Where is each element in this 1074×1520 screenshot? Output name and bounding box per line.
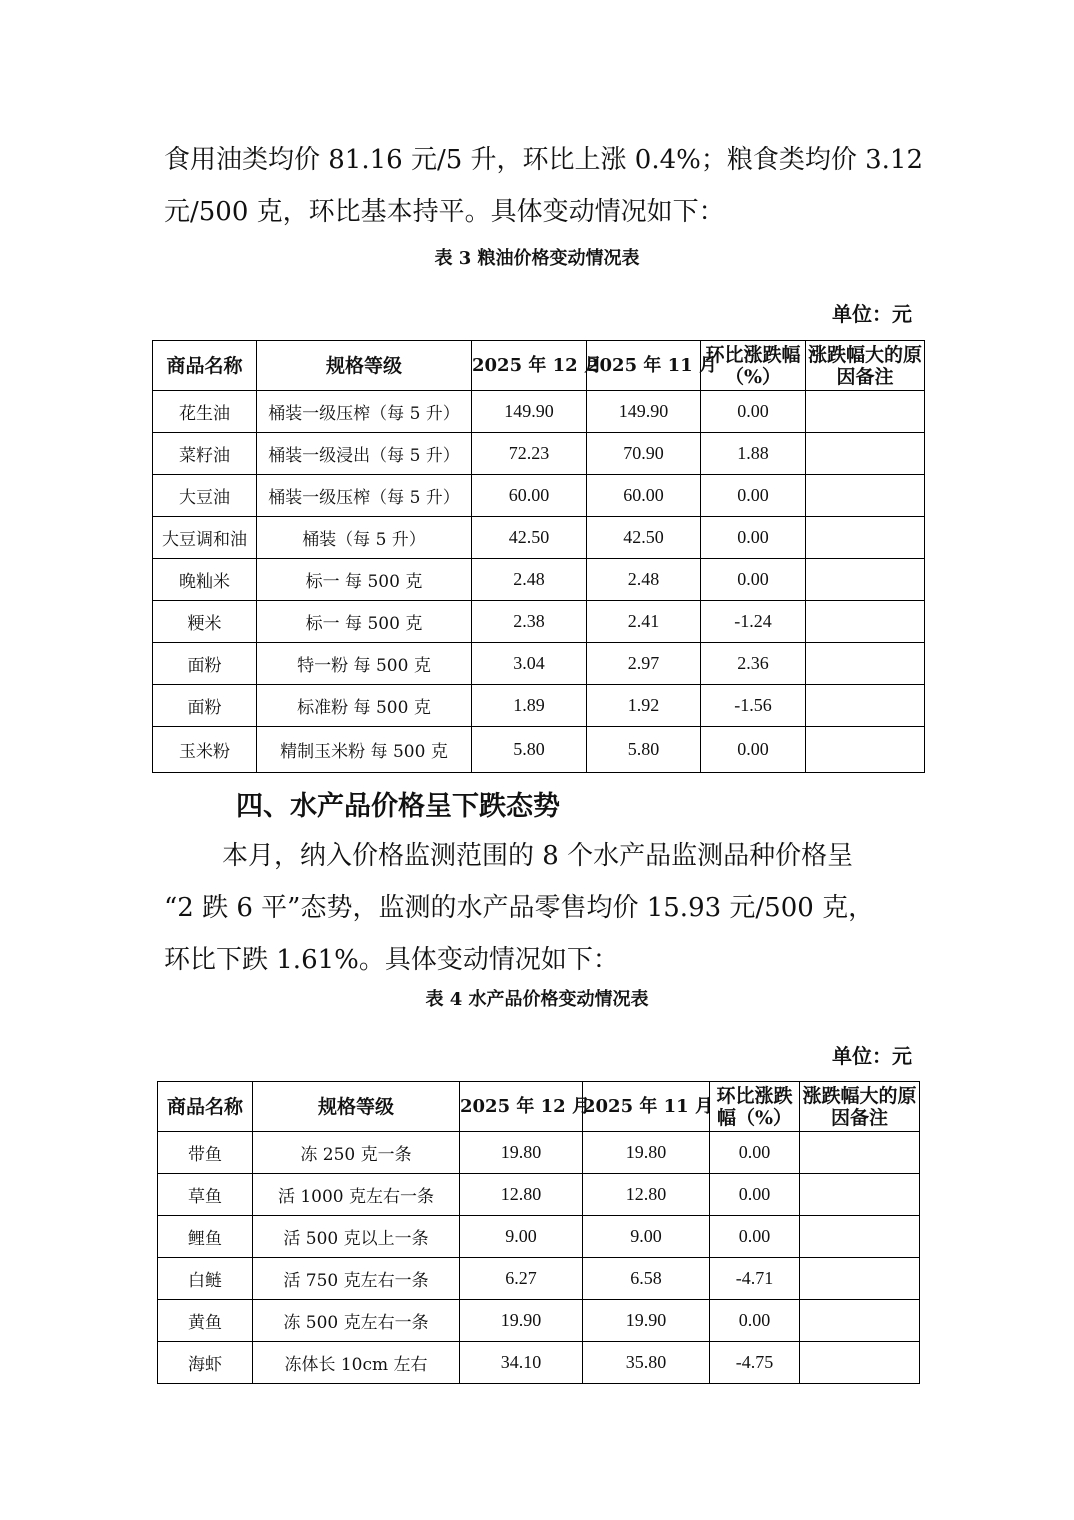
section4-line-3: 环比下跌 1.61%。具体变动情况如下： <box>164 945 619 975</box>
table3-cell-remark <box>806 601 925 643</box>
table3-cell-change: 0.00 <box>701 727 806 773</box>
table3-cell-change: 1.88 <box>701 433 806 475</box>
table4-cell-spec: 冻 500 克左右一条 <box>253 1300 460 1342</box>
table4-cell-change: -4.75 <box>710 1342 800 1384</box>
table4-cell-name: 带鱼 <box>158 1132 253 1174</box>
table3-cell-remark <box>806 685 925 727</box>
table3-cell-spec: 精制玉米粉 每 500 克 <box>257 727 472 773</box>
table3-cell-nov: 5.80 <box>587 727 701 773</box>
table4-cell-remark <box>800 1258 920 1300</box>
table3-cell-remark <box>806 727 925 773</box>
table3-cell-name: 面粉 <box>153 685 257 727</box>
table3-cell-nov: 2.97 <box>587 643 701 685</box>
table4-cell-name: 白鲢 <box>158 1258 253 1300</box>
table4-cell-change: 0.00 <box>710 1300 800 1342</box>
section4-line-1: 本月，纳入价格监测范围的 8 个水产品监测品种价格呈 <box>222 841 854 871</box>
table4-header-row <box>158 1082 920 1132</box>
table3-cell-change: 0.00 <box>701 517 806 559</box>
table3-body <box>153 391 925 773</box>
table3-cell-spec: 标一 每 500 克 <box>257 559 472 601</box>
table-row <box>158 1216 920 1258</box>
table4-cell-change: 0.00 <box>710 1174 800 1216</box>
table3-cell-spec: 标一 每 500 克 <box>257 601 472 643</box>
table4-header-nov: 2025 年 11 月 <box>583 1082 710 1132</box>
table3-cell-dec: 2.38 <box>472 601 587 643</box>
table3-cell-remark <box>806 517 925 559</box>
table4-cell-remark <box>800 1132 920 1174</box>
table3-cell-change: 0.00 <box>701 475 806 517</box>
table3-cell-remark <box>806 559 925 601</box>
table4-cell-name: 黄鱼 <box>158 1300 253 1342</box>
table4-cell-remark <box>800 1174 920 1216</box>
table4-cell-change: 0.00 <box>710 1132 800 1174</box>
table3-cell-name: 花生油 <box>153 391 257 433</box>
table4-header-dec: 2025 年 12 月 <box>460 1082 583 1132</box>
table3-cell-remark <box>806 391 925 433</box>
table4-cell-change: -4.71 <box>710 1258 800 1300</box>
table4-cell-dec: 34.10 <box>460 1342 583 1384</box>
table3-cell-dec: 60.00 <box>472 475 587 517</box>
table-row <box>158 1300 920 1342</box>
table3-cell-dec: 149.90 <box>472 391 587 433</box>
table4-cell-name: 海虾 <box>158 1342 253 1384</box>
intro-paragraph <box>164 134 924 238</box>
table3-header-row <box>153 341 925 391</box>
table3-cell-nov: 42.50 <box>587 517 701 559</box>
table4-cell-remark <box>800 1300 920 1342</box>
table4 <box>157 1081 920 1384</box>
table3-cell-spec: 标准粉 每 500 克 <box>257 685 472 727</box>
table3-cell-name: 菜籽油 <box>153 433 257 475</box>
table4-cell-nov: 19.90 <box>583 1300 710 1342</box>
table4-header-name: 商品名称 <box>158 1082 253 1132</box>
table3-cell-spec: 桶装一级浸出（每 5 升） <box>257 433 472 475</box>
table-row <box>158 1342 920 1384</box>
table3-cell-nov: 149.90 <box>587 391 701 433</box>
table4-cell-spec: 活 500 克以上一条 <box>253 1216 460 1258</box>
table-row <box>153 601 925 643</box>
table4-cell-dec: 9.00 <box>460 1216 583 1258</box>
table3-cell-remark <box>806 475 925 517</box>
table3-cell-nov: 1.92 <box>587 685 701 727</box>
table-row <box>153 559 925 601</box>
table-row <box>153 517 925 559</box>
table3-header-nov: 2025 年 11 月 <box>587 341 701 391</box>
table3-cell-nov: 2.48 <box>587 559 701 601</box>
table4-header-spec: 规格等级 <box>253 1082 460 1132</box>
table3-cell-dec: 5.80 <box>472 727 587 773</box>
table3-cell-change: 0.00 <box>701 391 806 433</box>
table-row <box>153 727 925 773</box>
table3-cell-change: -1.24 <box>701 601 806 643</box>
table3-cell-name: 晚籼米 <box>153 559 257 601</box>
table4-cell-change: 0.00 <box>710 1216 800 1258</box>
table3-cell-dec: 42.50 <box>472 517 587 559</box>
section4-heading: 四、水产品价格呈下跌态势 <box>236 791 560 822</box>
table3 <box>152 340 925 773</box>
table3-cell-dec: 2.48 <box>472 559 587 601</box>
table3-cell-remark <box>806 433 925 475</box>
table3-header-dec: 2025 年 12 月 <box>472 341 587 391</box>
table4-cell-spec: 冻 250 克一条 <box>253 1132 460 1174</box>
table3-header-remark: 涨跌幅大的原因备注 <box>806 341 925 391</box>
table3-cell-change: 0.00 <box>701 559 806 601</box>
table3-cell-name: 大豆油 <box>153 475 257 517</box>
table4-cell-spec: 活 1000 克左右一条 <box>253 1174 460 1216</box>
table-row <box>153 391 925 433</box>
table3-header-name: 商品名称 <box>153 341 257 391</box>
table4-cell-dec: 19.80 <box>460 1132 583 1174</box>
table4-cell-nov: 35.80 <box>583 1342 710 1384</box>
table4-header-remark: 涨跌幅大的原因备注 <box>800 1082 920 1132</box>
table3-cell-name: 玉米粉 <box>153 727 257 773</box>
table3-header-change: 环比涨跌幅（%） <box>701 341 806 391</box>
table3-cell-spec: 桶装一级压榨（每 5 升） <box>257 475 472 517</box>
table4-cell-dec: 12.80 <box>460 1174 583 1216</box>
table4-cell-nov: 19.80 <box>583 1132 710 1174</box>
table3-cell-name: 面粉 <box>153 643 257 685</box>
table4-cell-dec: 19.90 <box>460 1300 583 1342</box>
table3-cell-spec: 特一粉 每 500 克 <box>257 643 472 685</box>
table4-unit: 单位：元 <box>832 1044 912 1068</box>
table3-cell-spec: 桶装一级压榨（每 5 升） <box>257 391 472 433</box>
table3-unit: 单位：元 <box>832 302 912 326</box>
table3-cell-dec: 72.23 <box>472 433 587 475</box>
table4-cell-name: 鲤鱼 <box>158 1216 253 1258</box>
table4-cell-spec: 冻体长 10cm 左右 <box>253 1342 460 1384</box>
table3-cell-remark <box>806 643 925 685</box>
table4-cell-spec: 活 750 克左右一条 <box>253 1258 460 1300</box>
table3-cell-name: 粳米 <box>153 601 257 643</box>
table-row <box>153 685 925 727</box>
table3-cell-nov: 60.00 <box>587 475 701 517</box>
table4-caption: 表 4 水产品价格变动情况表 <box>425 989 649 1010</box>
table-row <box>158 1174 920 1216</box>
section4-line-2: “2 跌 6 平”态势，监测的水产品零售均价 15.93 元/500 克， <box>164 893 875 923</box>
intro-line-1: 食用油类均价 81.16 元/5 升，环比上涨 0.4%；粮食类均价 3.12 <box>164 145 924 175</box>
table-row <box>153 433 925 475</box>
table-row <box>158 1258 920 1300</box>
table3-cell-dec: 1.89 <box>472 685 587 727</box>
table3-cell-name: 大豆调和油 <box>153 517 257 559</box>
table3-cell-change: -1.56 <box>701 685 806 727</box>
table-row <box>153 475 925 517</box>
table4-cell-nov: 9.00 <box>583 1216 710 1258</box>
table4-cell-nov: 6.58 <box>583 1258 710 1300</box>
table-row <box>153 643 925 685</box>
table3-header-spec: 规格等级 <box>257 341 472 391</box>
table4-cell-remark <box>800 1216 920 1258</box>
table3-cell-change: 2.36 <box>701 643 806 685</box>
table3-caption: 表 3 粮油价格变动情况表 <box>434 248 640 269</box>
table4-cell-name: 草鱼 <box>158 1174 253 1216</box>
table-row <box>158 1132 920 1174</box>
table4-header-change: 环比涨跌幅（%） <box>710 1082 800 1132</box>
table4-cell-nov: 12.80 <box>583 1174 710 1216</box>
table3-cell-dec: 3.04 <box>472 643 587 685</box>
section4-paragraph <box>164 830 914 986</box>
table3-cell-spec: 桶装（每 5 升） <box>257 517 472 559</box>
intro-line-2: 元/500 克，环比基本持平。具体变动情况如下： <box>164 197 725 227</box>
table3-cell-nov: 2.41 <box>587 601 701 643</box>
table4-cell-remark <box>800 1342 920 1384</box>
table4-cell-dec: 6.27 <box>460 1258 583 1300</box>
table4-body <box>158 1132 920 1384</box>
table3-cell-nov: 70.90 <box>587 433 701 475</box>
